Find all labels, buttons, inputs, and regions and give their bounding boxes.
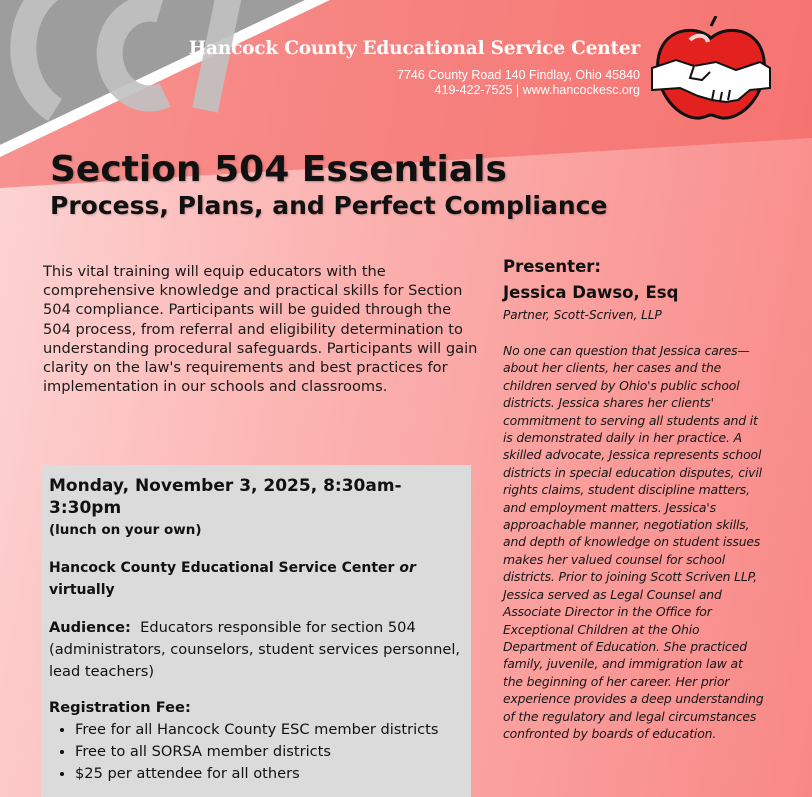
audience-label: Audience: xyxy=(49,619,131,636)
audience xyxy=(49,617,469,683)
fee-item: • Free for all Hancock County ESC member districts xyxy=(75,719,469,741)
lunch-note: (lunch on your own) xyxy=(49,522,202,538)
event-info-box xyxy=(41,465,471,797)
fee-list xyxy=(49,719,469,785)
presenter-bio: No one can question that Jessica cares—about her clients, her cases and the children served by Ohio's public school districts. Jessica shares her clients' commitment to serving all students and it is demonstrated daily in her practice. A skilled advocate, Jessica represents school districts in special education disputes, civil rights claims, student discipline matters, and employment matters. Jessica's approachable manner, negotiation skills, and depth of knowledge on student issues makes her valued counsel for school districts. Prior to joining Scott Scriven LLP, Jessica served as Legal Counsel and Associate Director in the Office for Exceptional Children at the Ohio Department of Education. She practiced family, juvenile, and immigration law at the beginning of her career. Her prior experience provides a deep understanding of the regulatory and legal circumstances confronted by boards of education. xyxy=(503,343,764,741)
org-address xyxy=(397,68,640,98)
venue-alt: virtually xyxy=(49,582,115,598)
apple-handshake-icon xyxy=(650,16,772,124)
venue-name: Hancock County Educational Service Center xyxy=(49,560,395,576)
presenter-label: Presenter: xyxy=(503,257,601,276)
page-title: Section 504 Essentials xyxy=(50,149,507,190)
presenter-role: Partner, Scott-Scriven, LLP xyxy=(503,308,662,322)
event-venue xyxy=(49,557,469,601)
audience-text: Educators responsible for section 504 (administrators, counselors, student services personnel, lead teachers) xyxy=(49,619,461,680)
event-date: Monday, November 3, 2025, 8:30am-3:30pm xyxy=(49,476,402,518)
intro-paragraph: This vital training will equip educators with the comprehensive knowledge and practical skills for Section 504 compliance. Participants will be guided through the 504 process, from referral and eligibility determination to understanding procedural safeguards. Participants will gain clarity on the law's requirements and best practices for implementation in our schools and classrooms. xyxy=(43,263,478,396)
page-subtitle: Process, Plans, and Perfect Compliance xyxy=(50,191,608,220)
address-line: 7746 County Road 140 Findlay, Ohio 45840 xyxy=(397,68,640,82)
presenter-section xyxy=(503,256,765,742)
org-name: Hancock County Educational Service Center xyxy=(188,38,640,59)
fee-item: • $25 per attendee for all others xyxy=(75,763,469,785)
presenter-name: Jessica Dawso, Esq xyxy=(503,283,679,302)
fee-item: • Free to all SORSA member districts xyxy=(75,741,469,763)
venue-or: or xyxy=(399,560,416,576)
fee-heading: Registration Fee: xyxy=(49,699,191,716)
contact-line[interactable]: 419-422-7525 | www.hancockesc.org xyxy=(434,83,640,97)
